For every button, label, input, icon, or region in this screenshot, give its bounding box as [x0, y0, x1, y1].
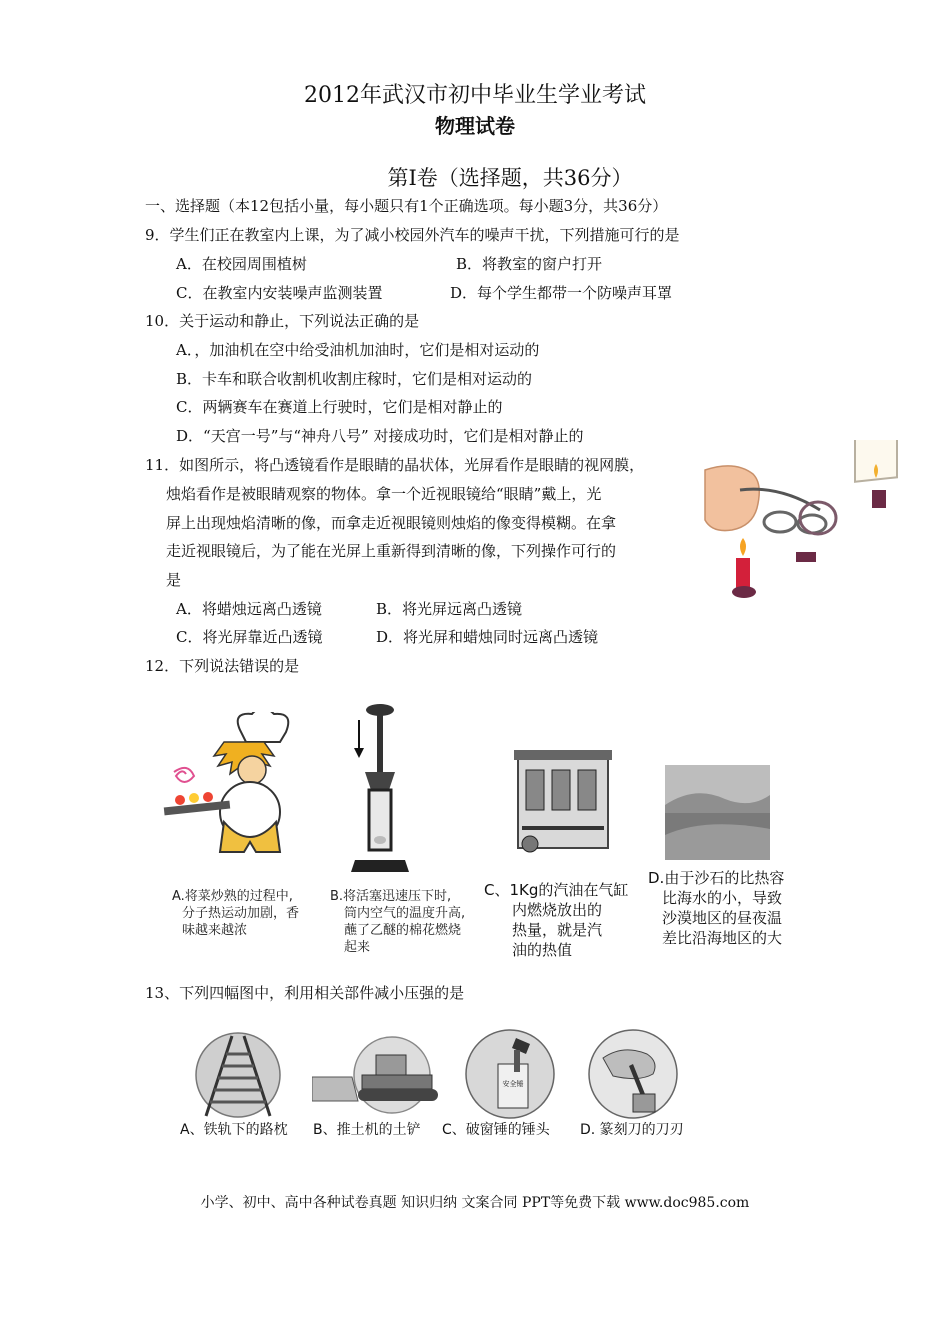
q12-caption-a: [172, 888, 299, 939]
q12-b-line-1: B.将活塞迅速压下时,: [330, 889, 452, 904]
exam-subtitle: 物理试卷: [435, 114, 515, 138]
q11-lens-figure: [700, 440, 900, 605]
q12-b-line-4: 起来: [344, 940, 371, 955]
piston-base: [351, 860, 409, 872]
q12-stem: 12．下列说法错误的是: [145, 657, 300, 675]
q13-carving-knife-figure: [585, 1028, 680, 1120]
q9-option-a: A．在校园周围植树: [176, 255, 307, 273]
sand-dune-near: [665, 824, 770, 860]
section-instructions: 一、选择题（本12包括小量，每小题只有1个正确选项。每小题3分，共36分）: [145, 197, 668, 215]
q12-b-line-2: 筒内空气的温度升高,: [344, 906, 466, 921]
q12-engine-figure: [508, 748, 618, 863]
q12-desert-figure: [665, 765, 770, 860]
hand: [705, 466, 759, 531]
q10-option-b: B．卡车和联合收割机收割庄稼时，它们是相对运动的: [176, 370, 533, 388]
q12-c-line-3: 热量，就是汽: [512, 921, 603, 939]
q12-a-line-2: 分子热运动加剧，香: [182, 906, 300, 921]
cook-face: [238, 756, 266, 784]
q12-b-line-3: 蘸了乙醚的棉花燃烧: [344, 923, 462, 938]
q12-c-line-4: 油的热值: [512, 941, 573, 959]
q12-c-line-2: 内燃烧放出的: [512, 901, 603, 919]
q12-d-line-2: 比海水的小，导致: [662, 889, 783, 907]
q11-option-a: A．将蜡烛远离凸透镜: [176, 600, 322, 618]
screen-stand: [872, 490, 886, 508]
q9-option-b: B．将教室的窗户打开: [456, 255, 603, 273]
q11-line-3: 屏上出现烛焰清晰的像，而拿走近视眼镜则烛焰的像变得模糊。在拿: [166, 514, 617, 532]
seal-stone: [633, 1094, 655, 1112]
q10-option-d: D．“天宫一号”与“神舟八号” 对接成功时，它们是相对静止的: [176, 427, 584, 445]
q12-a-line-1: A.将菜炒熟的过程中,: [172, 889, 293, 904]
q13-caption-d: D. 篆刻刀的刀刃: [580, 1122, 684, 1138]
food-3: [203, 792, 213, 802]
candle-holder: [732, 586, 756, 598]
q10-option-a: A．，加油机在空中给受油机加油时，它们是相对运动的: [176, 341, 540, 359]
candle: [736, 558, 750, 590]
hammer-handle: [514, 1050, 520, 1072]
lens-stand: [796, 552, 816, 562]
q10-stem: 10．关于运动和静止，下列说法正确的是: [145, 312, 420, 330]
food-1: [175, 795, 185, 805]
candle-flame: [740, 538, 746, 556]
q13-caption-c: C、破窗锤的锤头: [442, 1122, 550, 1138]
q9-option-c: C．在教室内安装噪声监测装置: [176, 284, 383, 302]
chef-hat: [238, 712, 289, 742]
cylinder-1: [526, 770, 544, 810]
glasses-lens-left: [764, 512, 796, 532]
q12-c-line-1: C、1Kg的汽油在气缸: [484, 881, 629, 899]
cotton-ball: [374, 836, 386, 844]
down-arrow-head: [354, 748, 364, 758]
food-2: [189, 793, 199, 803]
q11-option-c: C．将光屏靠近凸透镜: [176, 628, 323, 646]
aroma-swirl: [174, 768, 194, 782]
q12-a-line-3: 味越来越浓: [182, 923, 248, 938]
q9-option-d: D．每个学生都带一个防噪声耳罩: [450, 284, 673, 302]
convex-lens: [800, 502, 836, 534]
q11-option-d: D．将光屏和蜡烛同时远离凸透镜: [376, 628, 599, 646]
engine-pulley: [522, 836, 538, 852]
q12-caption-c: [484, 880, 628, 960]
part-heading: 第Ⅰ卷（选择题，共36分）: [387, 166, 633, 190]
q13-caption-b: B、推土机的土铲: [313, 1122, 421, 1138]
exam-title: 2012年武汉市初中毕业生学业考试: [304, 83, 646, 108]
bulldozer-cab: [376, 1055, 406, 1077]
q13-railway-figure: [192, 1030, 284, 1120]
q9-stem: 9．学生们正在教室内上课，为了减小校园外汽车的噪声干扰，下列措施可行的是: [145, 226, 680, 244]
cylinder-3: [578, 770, 596, 810]
q11-option-b: B．将光屏远离凸透镜: [376, 600, 523, 618]
q12-caption-d: [648, 868, 784, 948]
q13-hammer-figure: [462, 1028, 557, 1120]
q13-caption-a: A、铁轨下的路枕: [180, 1122, 288, 1138]
q12-caption-b: [330, 888, 465, 956]
q13-stem: 13、下列四幅图中，利用相关部件减小压强的是: [145, 984, 465, 1002]
q12-d-line-3: 沙漠地区的昼夜温: [662, 909, 783, 927]
q11-line-1: 11．如图所示，将凸透镜看作是眼睛的晶状体，光屏看作是眼睛的视网膜，: [145, 456, 645, 474]
q12-piston-figure: [345, 700, 415, 875]
hammer-box-label: 安全锤: [502, 1080, 524, 1088]
q12-cook-figure: [160, 712, 310, 872]
bulldozer-body: [362, 1075, 432, 1089]
q11-line-4: 走近视眼镜后，为了能在光屏上重新得到清晰的像，下列操作可行的: [166, 542, 617, 560]
q11-line-2: 烛焰看作是被眼睛观察的物体。拿一个近视眼镜给“眼睛”戴上，光: [166, 485, 602, 503]
page-footer: 小学、初中、高中各种试卷真题 知识归纳 文案合同 PPT等免费下载 www.doc985.com: [200, 1195, 750, 1211]
engine-head: [514, 750, 612, 760]
cylinder-cap: [365, 772, 395, 790]
bulldozer-blade: [312, 1077, 358, 1101]
q12-d-line-4: 差比沿海地区的大: [662, 929, 783, 947]
q13-bulldozer-figure: [312, 1035, 450, 1115]
cylinder-2: [552, 770, 570, 810]
q12-d-line-1: D.由于沙石的比热容: [648, 869, 785, 887]
piston-rod: [377, 712, 383, 772]
q11-line-5: 是: [166, 571, 182, 589]
q10-option-c: C．两辆赛车在赛道上行驶时，它们是相对静止的: [176, 398, 503, 416]
bulldozer-track: [358, 1089, 438, 1101]
